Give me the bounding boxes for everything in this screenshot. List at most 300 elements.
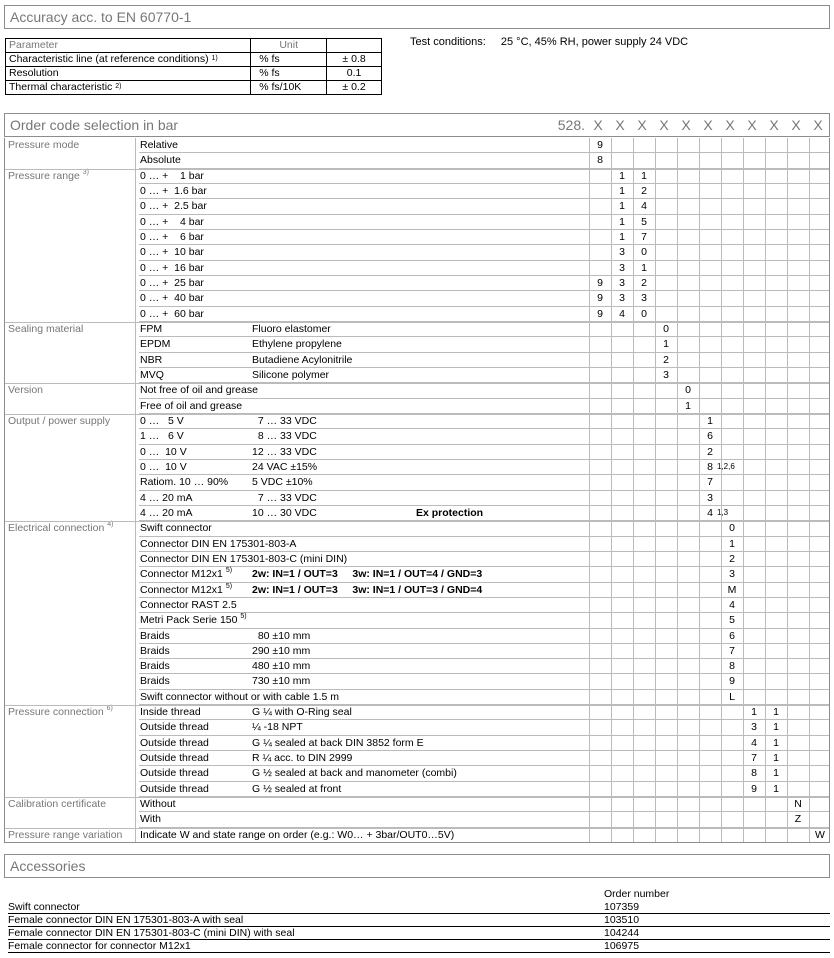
cell-footnote: 1,3 [717, 507, 729, 517]
order-code-prefix: 528. [557, 117, 585, 133]
option-text: 0 … + 2.5 bar [140, 200, 207, 213]
footnote-mark: 6) [106, 705, 113, 713]
table-row [4, 613, 830, 628]
code-cell: 4 [641, 200, 647, 213]
option-label [140, 446, 187, 458]
table-row [6, 53, 382, 67]
table-row [4, 353, 830, 368]
option-label [140, 308, 204, 320]
column-divider [721, 138, 722, 843]
accessory-number: 106975 [604, 940, 640, 952]
option-detail: 10 … 30 VDC [252, 506, 317, 519]
table-row [4, 460, 830, 475]
option-label [140, 614, 247, 626]
option-label [140, 675, 170, 687]
code-cell: 1 [619, 184, 625, 197]
footnote-mark: 5) [225, 567, 233, 575]
table-row [4, 230, 830, 245]
table-row [4, 736, 830, 751]
option-text: Absolute [140, 154, 181, 167]
option-text: FPM [140, 322, 163, 335]
option-label [140, 584, 232, 596]
option-label [140, 553, 347, 565]
category-text: Sealing material [8, 322, 84, 335]
code-cell: 8 [729, 660, 735, 673]
option-detail: R ¼ acc. to DIN 2999 [252, 752, 353, 765]
value-cell: ± 0.8 [327, 53, 382, 67]
option-detail: 12 … 33 VDC [252, 445, 317, 458]
table-row [4, 445, 830, 460]
option-text: Metri Pack Serie 150 [140, 614, 238, 627]
option-detail: 8 … 33 VDC [252, 430, 317, 443]
table-row [4, 644, 830, 659]
code-cell: 3 [707, 491, 713, 504]
list-item [8, 914, 830, 927]
option-detail: 80 ±10 mm [252, 629, 311, 642]
value-cell: 0.1 [327, 67, 382, 81]
table-row [4, 261, 830, 276]
list-item [8, 940, 830, 953]
option-detail: 2w: IN=1 / OUT=3 3w: IN=1 / OUT=3 / GND=4 [252, 583, 483, 596]
option-text: NBR [140, 353, 163, 366]
option-label [140, 691, 339, 703]
option-text: 0 … 10 V [140, 460, 187, 473]
option-text: Braids [140, 644, 170, 657]
category-label [8, 798, 106, 810]
option-label [140, 400, 242, 412]
code-cell: 0 [641, 246, 647, 259]
code-cell: 3 [663, 368, 669, 381]
table-row [4, 138, 830, 153]
table-row [4, 153, 830, 168]
accuracy-header [4, 5, 830, 29]
option-label [140, 706, 201, 718]
option-text: 0 … 5 V [140, 414, 184, 427]
option-text: 4 … 20 mA [140, 491, 193, 504]
code-position: X [593, 117, 603, 133]
table-row [4, 659, 830, 674]
option-detail: ¼ -18 NPT [252, 721, 303, 734]
code-cell: 1 [619, 230, 625, 243]
code-cell: 7 [707, 476, 713, 489]
option-text: 0 … + 1 bar [140, 169, 204, 182]
option-label [140, 246, 204, 258]
option-detail: 7 … 33 VDC [252, 491, 317, 504]
code-cell: 8 [597, 154, 603, 167]
code-position: X [659, 117, 669, 133]
option-detail: 24 VAC ±15% [252, 460, 318, 473]
option-label [140, 476, 228, 488]
option-detail: 5 VDC ±10% [252, 476, 313, 489]
table-row [4, 337, 830, 352]
code-cell: 3 [729, 568, 735, 581]
code-cell: W [815, 828, 825, 841]
table-row [4, 751, 830, 766]
code-cell: 1 [773, 782, 779, 795]
code-cell: 1 [641, 261, 647, 274]
unit-cell: % fs [251, 53, 327, 67]
option-text: Outside thread [140, 736, 209, 749]
code-cell: 3 [751, 721, 757, 734]
group-divider [4, 169, 830, 170]
option-text: 0 … + 6 bar [140, 230, 204, 243]
option-label [140, 599, 237, 611]
table-row [4, 537, 830, 552]
table-row [4, 782, 830, 797]
option-text: 0 … + 10 bar [140, 246, 204, 259]
code-cell: 4 [729, 598, 735, 611]
option-text: Outside thread [140, 767, 209, 780]
accuracy-table-header [6, 39, 382, 53]
option-detail: 730 ±10 mm [252, 675, 311, 688]
category-label [8, 170, 89, 182]
code-cell: 5 [641, 215, 647, 228]
option-label [140, 200, 207, 212]
table-row [4, 583, 830, 598]
category-text: Pressure mode [8, 139, 80, 151]
code-cell: 7 [641, 230, 647, 243]
category-label [8, 384, 43, 396]
table-row [4, 276, 830, 291]
option-detail: G ½ sealed at back and manometer (combi) [252, 767, 457, 780]
table-row [4, 307, 830, 322]
code-cell: 9 [597, 292, 603, 305]
category-label [8, 522, 113, 534]
parameter-name: Resolution [9, 67, 59, 79]
code-cell: 1 [773, 767, 779, 780]
code-cell: M [727, 583, 737, 596]
code-cell: 3 [641, 292, 647, 305]
cell-footnote: 1,2,6 [717, 461, 735, 471]
table-row [4, 705, 830, 720]
table-row [4, 169, 830, 184]
table-row [4, 322, 830, 337]
table-row [4, 491, 830, 506]
option-label [140, 384, 258, 396]
code-position: X [725, 117, 735, 133]
code-cell: 3 [619, 246, 625, 259]
row-divider [139, 842, 830, 843]
option-text: EPDM [140, 338, 171, 351]
accessory-name: Female connector DIN EN 175301-803-C (mini DIN) with seal [8, 927, 295, 939]
table-row [4, 291, 830, 306]
option-label [140, 292, 204, 304]
option-label [140, 568, 232, 580]
option-label [140, 660, 170, 672]
category-label [8, 323, 83, 335]
column-divider [611, 138, 612, 843]
test-conditions-value: 25 °C, 45% RH, power supply 24 VDC [500, 36, 689, 48]
code-cell: 9 [729, 675, 735, 688]
option-text: 0 … 10 V [140, 445, 187, 458]
group-divider [4, 797, 830, 798]
option-label [140, 522, 212, 534]
code-cell: 6 [707, 430, 713, 443]
option-text: Ratiom. 10 … 90% [140, 476, 229, 489]
option-label [140, 767, 209, 779]
option-text: Relative [140, 139, 178, 151]
option-label [140, 737, 209, 749]
category-text: Calibration certificate [8, 798, 107, 811]
footnote-mark: 3) [82, 168, 89, 176]
code-cell: 9 [597, 276, 603, 289]
accuracy-table [5, 38, 382, 95]
category-label [8, 139, 79, 151]
option-extra: Ex protection [416, 506, 484, 519]
table-row [4, 766, 830, 781]
unit-cell: % fs/10K [251, 81, 327, 95]
code-cell: 1 [751, 706, 757, 719]
code-cell: 9 [597, 139, 603, 151]
code-cell: 2 [641, 184, 647, 197]
option-text: 4 … 20 mA [140, 506, 193, 519]
option-label [140, 185, 207, 197]
option-text: Connector M12x1 [140, 583, 223, 596]
table-row [4, 184, 830, 199]
category-label [8, 415, 110, 427]
option-label [140, 813, 161, 825]
accessory-name: Female connector for connector M12x1 [8, 940, 191, 952]
code-position: X [747, 117, 757, 133]
table-row [4, 720, 830, 735]
header-value [327, 39, 382, 53]
option-label [140, 492, 193, 504]
option-detail: 290 ±10 mm [252, 644, 311, 657]
accessories-title: Accessories [10, 858, 86, 874]
option-text: Braids [140, 660, 170, 673]
table-row [4, 199, 830, 214]
code-cell: 1 [773, 736, 779, 749]
footnote-mark: 1) [211, 55, 218, 62]
code-cell: 0 [641, 307, 647, 320]
code-position: X [813, 117, 823, 133]
option-text: Braids [140, 675, 170, 688]
code-cell: 1 [663, 338, 669, 351]
table-row [6, 81, 382, 95]
code-cell: 0 [729, 522, 735, 535]
option-text: Swift connector [140, 522, 212, 535]
option-label [140, 277, 204, 289]
category-text: Version [8, 384, 44, 397]
table-row [4, 399, 830, 414]
code-cell: N [794, 798, 802, 811]
code-cell: 3 [619, 261, 625, 274]
order-number-header: Order number [604, 888, 670, 900]
column-divider [589, 138, 590, 843]
list-item [8, 901, 830, 914]
group-divider [4, 383, 830, 384]
column-divider [677, 138, 678, 843]
option-label [140, 262, 204, 274]
code-cell: 1 [619, 200, 625, 213]
category-label [8, 706, 113, 718]
order-code-header [4, 113, 830, 137]
option-text: Connector DIN EN 175301-803-A [140, 537, 297, 550]
header-unit: Unit [251, 39, 327, 53]
accessories-header [4, 854, 830, 878]
footnote-mark: 5) [240, 613, 247, 621]
code-cell: 1 [619, 169, 625, 182]
category-text: Pressure range variation [8, 828, 123, 841]
table-row [4, 567, 830, 582]
option-detail: 480 ±10 mm [252, 660, 311, 673]
code-position: X [769, 117, 779, 133]
option-detail: G ½ sealed at front [252, 782, 342, 795]
option-text: Free of oil and grease [140, 399, 243, 412]
option-text: Connector RAST 2.5 [140, 598, 237, 611]
order-code-title: Order code selection in bar [10, 117, 179, 133]
option-text: 0 … + 1.6 bar [140, 184, 207, 197]
option-detail: Silicone polymer [252, 368, 330, 381]
option-detail: G ¼ with O-Ring seal [252, 706, 352, 719]
unit-cell: % fs [251, 67, 327, 81]
code-cell: 8 [751, 767, 757, 780]
column-divider [809, 138, 810, 843]
option-text: Outside thread [140, 752, 209, 765]
option-text: Braids [140, 629, 170, 642]
group-divider [4, 414, 830, 415]
code-cell: 0 [685, 384, 691, 397]
code-cell: 4 [619, 307, 625, 320]
option-text: Connector DIN EN 175301-803-C (mini DIN) [140, 552, 348, 565]
code-cell: 5 [729, 614, 735, 627]
code-cell: 1 [773, 752, 779, 765]
code-cell: 8 [707, 460, 713, 473]
table-row [4, 812, 830, 827]
option-label [140, 323, 162, 335]
group-divider [4, 521, 830, 522]
option-detail: Ethylene propylene [252, 338, 342, 351]
category-text: Pressure range [8, 169, 80, 182]
option-label [140, 338, 170, 350]
option-detail: 7 … 33 VDC [252, 414, 317, 427]
accessory-number: 103510 [604, 914, 640, 926]
option-text: Without [140, 798, 176, 811]
option-text: 0 … + 4 bar [140, 215, 204, 228]
code-position: X [637, 117, 647, 133]
group-divider [4, 705, 830, 706]
option-label [140, 231, 204, 243]
option-text: Outside thread [140, 721, 209, 734]
option-text: 0 … + 60 bar [140, 307, 204, 320]
code-cell: 6 [729, 629, 735, 642]
option-label [140, 415, 184, 427]
category-text: Electrical connection [8, 522, 105, 535]
option-label [140, 630, 170, 642]
code-cell: 2 [729, 552, 735, 565]
accessory-name: Female connector DIN EN 175301-803-A with seal [8, 914, 244, 926]
option-label [140, 216, 204, 228]
order-code-pattern [558, 116, 829, 135]
code-cell: 9 [751, 782, 757, 795]
accessory-name: Swift connector [8, 901, 80, 913]
table-row [4, 674, 830, 689]
option-text: 0 … + 25 bar [140, 276, 204, 289]
column-divider [655, 138, 656, 843]
code-position: X [703, 117, 713, 133]
option-label [140, 798, 176, 810]
table-row [4, 552, 830, 567]
option-detail: Butadiene Acylonitrile [252, 353, 353, 366]
accessory-number: 104244 [604, 927, 640, 939]
accuracy-title: Accuracy acc. to EN 60770-1 [10, 9, 192, 25]
option-label [140, 507, 193, 519]
group-divider [4, 322, 830, 323]
code-cell: 1 [619, 215, 625, 228]
test-conditions [410, 36, 688, 48]
code-cell: 0 [663, 322, 669, 335]
code-cell: 2 [663, 353, 669, 366]
option-label [140, 170, 204, 182]
option-label [140, 829, 454, 841]
code-cell: 4 [707, 506, 713, 519]
code-cell: 7 [729, 644, 735, 657]
table-row [4, 521, 830, 536]
code-cell: 3 [619, 276, 625, 289]
option-label [140, 430, 184, 442]
code-position: X [615, 117, 625, 133]
code-cell: 1 [729, 537, 735, 550]
option-text: Indicate W and state range on order (e.g.: W0… + 3bar/OUT0…5V) [140, 828, 455, 841]
footnote-mark: 4) [107, 521, 114, 529]
code-position: X [791, 117, 801, 133]
table-row [4, 475, 830, 490]
table-row [4, 797, 830, 812]
option-label [140, 154, 181, 166]
table-row [4, 828, 830, 843]
value-cell: ± 0.2 [327, 81, 382, 95]
table-row [4, 690, 830, 705]
category-text: Pressure connection [8, 706, 104, 719]
option-label [140, 721, 209, 733]
option-text: Outside thread [140, 782, 209, 795]
code-cell: 1 [707, 414, 713, 427]
option-detail: G ¼ sealed at back DIN 3852 form E [252, 736, 424, 749]
table-row [4, 629, 830, 644]
option-text: Connector M12x1 [140, 568, 223, 581]
option-label [140, 354, 162, 366]
column-divider [743, 138, 744, 843]
group-divider [4, 828, 830, 829]
footnote-mark: 5) [225, 582, 233, 590]
option-text: Swift connector without or with cable 1.5 m [140, 690, 340, 703]
column-divider [699, 138, 700, 843]
option-text: 0 … + 16 bar [140, 261, 204, 274]
table-row [4, 429, 830, 444]
option-label [140, 538, 296, 550]
code-cell: 9 [597, 307, 603, 320]
table-row [4, 414, 830, 429]
option-text: With [140, 813, 161, 826]
order-code-table [4, 138, 830, 843]
code-cell: 1 [773, 706, 779, 719]
code-cell: 3 [619, 292, 625, 305]
code-cell: 7 [751, 752, 757, 765]
code-cell: 4 [751, 736, 757, 749]
table-row [4, 598, 830, 613]
option-label [140, 645, 170, 657]
header-parameter: Parameter [9, 39, 59, 51]
footnote-mark: 2) [115, 83, 122, 90]
code-cell: 1 [685, 399, 691, 412]
code-cell: 2 [707, 445, 713, 458]
option-label [140, 461, 187, 473]
test-conditions-label: Test conditions: [410, 36, 486, 48]
option-text: Inside thread [140, 706, 201, 719]
code-position: X [681, 117, 691, 133]
option-detail: Fluoro elastomer [252, 322, 331, 335]
parameter-name: Thermal characteristic [9, 81, 113, 93]
